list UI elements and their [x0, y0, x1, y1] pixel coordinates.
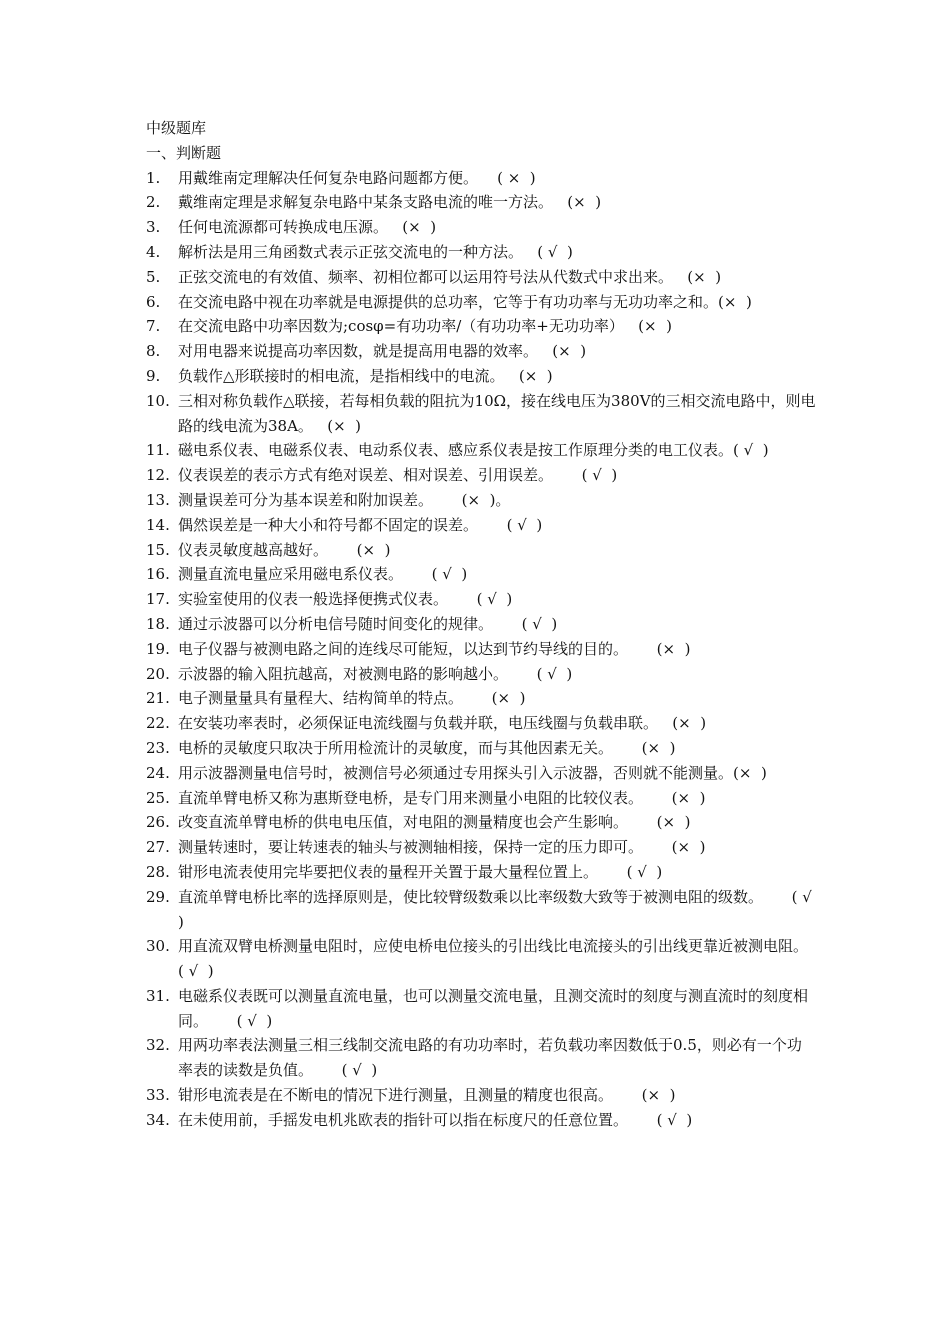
question-body — [178, 240, 816, 265]
document-page — [146, 116, 837, 1133]
question-item — [146, 860, 816, 885]
question-number: 1. — [146, 168, 161, 187]
question-item — [146, 314, 816, 339]
question-item — [146, 1033, 816, 1083]
question-text: 三相对称负载作△联接，若每相负载的阻抗为10Ω，接在线电压为380V的三相交流电路中，则电路的线电流为38A。 (× ) — [178, 391, 816, 435]
question-body — [178, 562, 816, 587]
question-number: 28. — [146, 862, 170, 881]
question-body — [178, 736, 816, 761]
document-title: 中级题库 — [146, 119, 207, 137]
question-item — [146, 662, 816, 687]
question-number: 14. — [146, 515, 170, 534]
question-number: 2. — [146, 193, 161, 212]
question-body — [178, 290, 816, 315]
question-body — [178, 587, 816, 612]
question-text: 用直流双臂电桥测量电阻时，应使电桥电位接头的引出线比电流接头的引出线更靠近被测电阻。 ( √ ) — [178, 937, 837, 981]
question-item — [146, 1083, 816, 1108]
question-number: 21. — [146, 689, 170, 708]
question-text: 在交流电路中视在功率就是电源提供的总功率，它等于有功功率与无功功率之和。(× ) — [178, 292, 752, 311]
question-body — [178, 662, 816, 687]
question-text: 任何电流源都可转换成电压源。 (× ) — [178, 218, 437, 237]
question-text: 用两功率表法测量三相三线制交流电路的有功功率时，若负载功率因数低于0.5，则必有一个功率表的读数是负值。 ( √ ) — [178, 1036, 802, 1080]
question-text: 仪表误差的表示方式有绝对误差、相对误差、引用误差。 ( √ ) — [178, 466, 618, 485]
question-number: 26. — [146, 813, 170, 832]
question-text: 磁电系仪表、电磁系仪表、电动系仪表、感应系仪表是按工作原理分类的电工仪表。( √ ) — [178, 441, 769, 460]
question-text: 对用电器来说提高功率因数，就是提高用电器的效率。 (× ) — [178, 342, 587, 361]
question-text: 通过示波器可以分析电信号随时间变化的规律。 ( √ ) — [178, 614, 558, 633]
question-number: 13. — [146, 490, 170, 509]
question-number: 24. — [146, 763, 170, 782]
question-number: 23. — [146, 738, 170, 757]
question-text: 实验室使用的仪表一般选择便携式仪表。 ( √ ) — [178, 590, 513, 609]
question-item — [146, 637, 816, 662]
question-number: 19. — [146, 639, 170, 658]
question-body — [178, 1033, 816, 1083]
question-text: 直流单臂电桥又称为惠斯登电桥，是专门用来测量小电阻的比较仪表。 (× ) — [178, 788, 706, 807]
question-item — [146, 513, 816, 538]
question-number: 15. — [146, 540, 170, 559]
question-item — [146, 339, 816, 364]
question-number: 34. — [146, 1110, 170, 1129]
question-text: 负载作△形联接时的相电流，是指相线中的电流。 (× ) — [178, 366, 553, 385]
question-body — [178, 1108, 816, 1133]
question-item — [146, 612, 816, 637]
question-item — [146, 711, 816, 736]
question-number: 16. — [146, 565, 170, 584]
question-body — [178, 885, 822, 935]
question-number: 18. — [146, 614, 170, 633]
question-text: 直流单臂电桥比率的选择原则是，使比较臂级数乘以比率级数大致等于被测电阻的级数。 ( √ ) — [178, 887, 822, 931]
question-number: 11. — [146, 441, 170, 460]
section-title: 一、判断题 — [146, 143, 222, 162]
question-item — [146, 215, 816, 240]
question-number: 22. — [146, 714, 170, 733]
question-body — [178, 339, 816, 364]
question-item — [146, 761, 816, 786]
question-body — [178, 810, 816, 835]
question-body — [178, 686, 816, 711]
question-body — [178, 265, 816, 290]
question-item — [146, 265, 816, 290]
question-number: 20. — [146, 664, 170, 683]
question-text: 电子测量量具有量程大、结构简单的特点。 (× ) — [178, 689, 526, 708]
question-number: 33. — [146, 1086, 170, 1105]
question-text: 测量误差可分为基本误差和附加误差。 (× )。 — [178, 490, 511, 509]
question-body — [178, 190, 816, 215]
question-text: 解析法是用三角函数式表示正弦交流电的一种方法。 ( √ ) — [178, 242, 573, 261]
question-text: 在未使用前，手摇发电机兆欧表的指针可以指在标度尺的任意位置。 ( √ ) — [178, 1110, 693, 1129]
question-body — [178, 463, 816, 488]
question-text: 正弦交流电的有效值、频率、初相位都可以运用符号法从代数式中求出来。 (× ) — [178, 267, 722, 286]
question-number: 4. — [146, 242, 161, 261]
question-body — [178, 711, 816, 736]
question-body — [178, 984, 816, 1034]
question-body — [178, 389, 816, 439]
question-item — [146, 488, 816, 513]
question-body — [178, 513, 816, 538]
question-text: 改变直流单臂电桥的供电电压值，对电阻的测量精度也会产生影响。 (× ) — [178, 813, 691, 832]
question-number: 5. — [146, 267, 161, 286]
question-item — [146, 364, 816, 389]
question-item — [146, 389, 816, 439]
question-text: 钳形电流表使用完毕要把仪表的量程开关置于最大量程位置上。 ( √ ) — [178, 862, 663, 881]
question-number: 12. — [146, 466, 170, 485]
question-text: 用戴维南定理解决任何复杂电路问题都方便。 ( × ) — [178, 168, 536, 187]
question-body — [178, 835, 816, 860]
question-item — [146, 934, 837, 984]
question-item — [146, 190, 816, 215]
question-item — [146, 290, 816, 315]
question-number: 25. — [146, 788, 170, 807]
question-text: 用示波器测量电信号时，被测信号必须通过专用探头引入示波器，否则就不能测量。(× ) — [178, 763, 767, 782]
question-item — [146, 736, 816, 761]
question-number: 17. — [146, 590, 170, 609]
question-item — [146, 463, 816, 488]
question-number: 30. — [146, 937, 170, 956]
question-text: 戴维南定理是求解复杂电路中某条支路电流的唯一方法。 (× ) — [178, 193, 602, 212]
question-item — [146, 438, 816, 463]
question-text: 示波器的输入阻抗越高，对被测电路的影响越小。 ( √ ) — [178, 664, 573, 683]
question-body — [178, 215, 816, 240]
question-body — [178, 786, 816, 811]
question-body — [178, 860, 816, 885]
question-item — [146, 538, 816, 563]
question-item — [146, 885, 822, 935]
question-body — [178, 438, 816, 463]
question-text: 仪表灵敏度越高越好。 (× ) — [178, 540, 391, 559]
question-number: 9. — [146, 366, 161, 385]
question-text: 电磁系仪表既可以测量直流电量，也可以测量交流电量，且测交流时的刻度与测直流时的刻度相同。 ( √ ) — [178, 986, 809, 1030]
question-text: 偶然误差是一种大小和符号都不固定的误差。 ( √ ) — [178, 515, 543, 534]
question-text: 钳形电流表是在不断电的情况下进行测量，且测量的精度也很高。 (× ) — [178, 1086, 676, 1105]
question-number: 6. — [146, 292, 161, 311]
question-item — [146, 1108, 816, 1133]
question-body — [178, 934, 837, 984]
question-body — [178, 364, 816, 389]
question-item — [146, 562, 816, 587]
question-item — [146, 810, 816, 835]
question-body — [178, 538, 816, 563]
question-number: 10. — [146, 391, 170, 410]
question-text: 测量转速时，要让转速表的轴头与被测轴相接，保持一定的压力即可。 (× ) — [178, 838, 706, 857]
question-body — [178, 488, 816, 513]
question-item — [146, 686, 816, 711]
question-text: 测量直流电量应采用磁电系仪表。 ( √ ) — [178, 565, 468, 584]
question-number: 7. — [146, 317, 161, 336]
question-body — [178, 612, 816, 637]
question-body — [178, 1083, 816, 1108]
question-number: 3. — [146, 218, 161, 237]
question-text: 电桥的灵敏度只取决于所用检流计的灵敏度，而与其他因素无关。 (× ) — [178, 738, 676, 757]
question-item — [146, 984, 816, 1034]
question-number: 32. — [146, 1036, 170, 1055]
question-item — [146, 240, 816, 265]
question-item — [146, 587, 816, 612]
question-item — [146, 835, 816, 860]
question-body — [178, 637, 816, 662]
question-body — [178, 314, 816, 339]
question-text: 在安装功率表时，必须保证电流线圈与负载并联，电压线圈与负载串联。 (× ) — [178, 714, 707, 733]
question-item — [146, 166, 816, 191]
question-body — [178, 761, 816, 786]
question-text: 电子仪器与被测电路之间的连线尽可能短，以达到节约导线的目的。 (× ) — [178, 639, 691, 658]
question-number: 27. — [146, 838, 170, 857]
question-body — [178, 166, 816, 191]
question-list — [146, 166, 837, 1133]
question-item — [146, 786, 816, 811]
question-text: 在交流电路中功率因数为;cosφ=有功功率/（有功功率+无功功率） (× ) — [178, 317, 672, 336]
question-number: 31. — [146, 986, 170, 1005]
question-number: 29. — [146, 887, 170, 906]
question-number: 8. — [146, 342, 161, 361]
